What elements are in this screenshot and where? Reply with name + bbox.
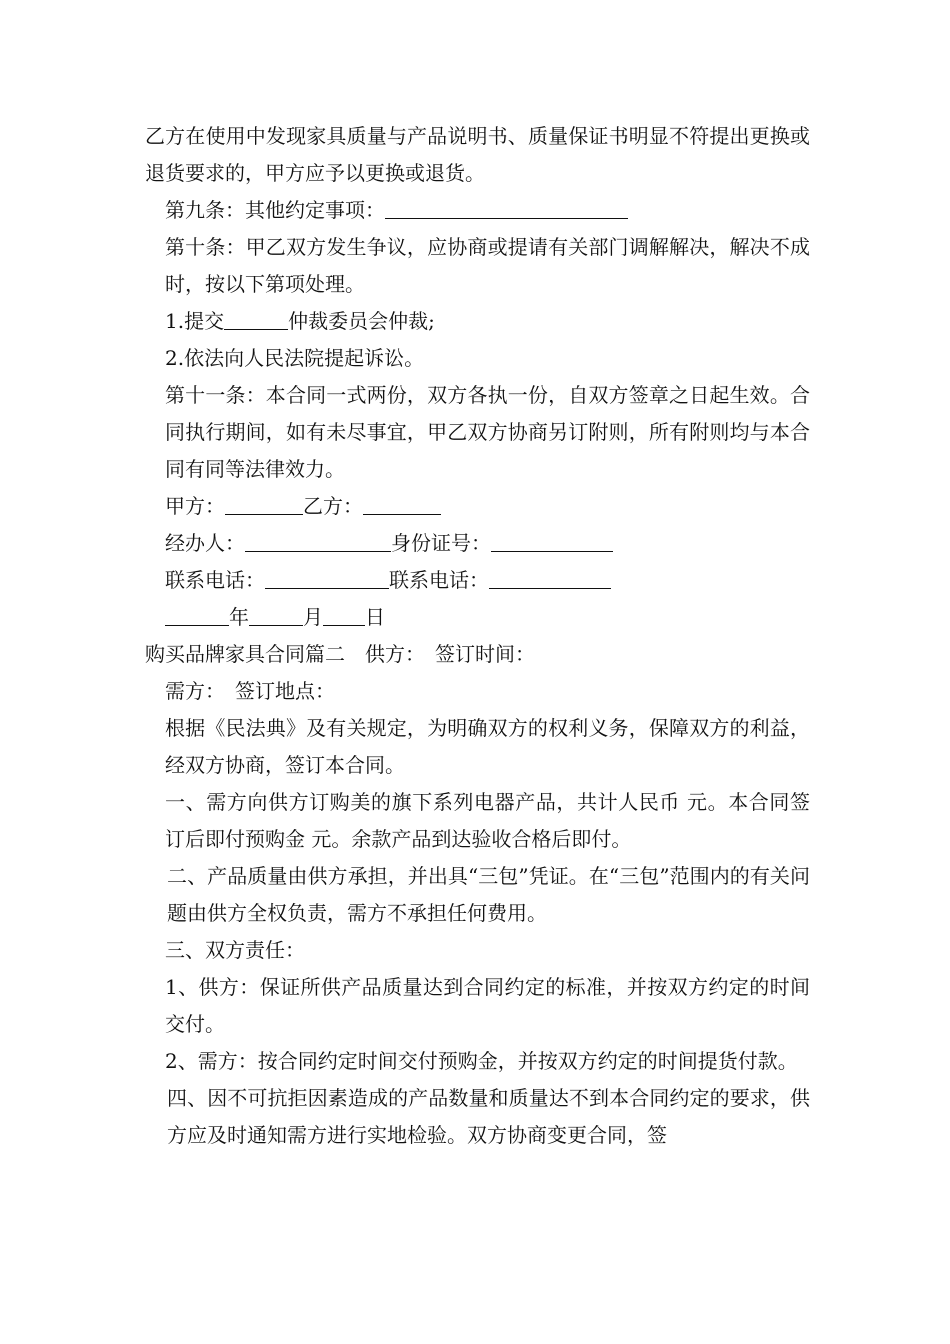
day-label: 日 [365, 605, 385, 629]
blank-day[interactable] [323, 603, 365, 626]
article-11: 第十一条：本合同一式两份，双方各执一份，自双方签章之日起生效。合同执行期间，如有未尽事宜，甲乙双方协商另订附则，所有附则均与本合同有同等法律效力。 [165, 383, 810, 481]
contract-2-title: 购买品牌家具合同篇二 供方： 签订时间： [145, 642, 535, 666]
blank-month[interactable] [249, 603, 303, 626]
article-9-text: 第九条：其他约定事项： [165, 198, 385, 222]
phone-line [145, 562, 810, 599]
blank-id-number[interactable] [491, 529, 613, 552]
year-label: 年 [229, 605, 249, 629]
id-number-label: 身份证号： [391, 531, 491, 555]
blank-party-a[interactable] [225, 492, 303, 515]
phone-label-1: 联系电话： [165, 568, 265, 592]
dispute-option-1-pre: 1.提交 [165, 309, 225, 333]
month-label: 月 [303, 605, 323, 629]
section-3-1: 1、供方：保证所供产品质量达到合同约定的标准，并按双方约定的时间交付。 [165, 975, 810, 1036]
blank-other-matters[interactable] [385, 196, 628, 219]
section-2: 二、产品质量由供方承担，并出具“三包”凭证。在“三包”范围内的有关问题由供方全权负责，需方不承担任何费用。 [167, 864, 810, 925]
blank-year[interactable] [165, 603, 229, 626]
paragraph-quality-return: 乙方在使用中发现家具质量与产品说明书、质量保证书明显不符提出更换或退货要求的，甲方应予以更换或退货。 [145, 124, 810, 185]
section-1: 一、需方向供方订购美的旗下系列电器产品，共计人民币 元。本合同签订后即付预购金 元。余款产品到达验收合格后即付。 [165, 790, 810, 851]
section-3-2: 2、需方：按合同约定时间交付预购金，并按双方约定的时间提货付款。 [165, 1049, 798, 1073]
section-4: 四、因不可抗拒因素造成的产品数量和质量达不到本合同约定的要求，供方应及时通知需方进行实地检验。双方协商变更合同，签 [167, 1086, 810, 1147]
party-b-label: 乙方： [303, 494, 363, 518]
blank-party-b[interactable] [363, 492, 441, 515]
agent-label: 经办人： [165, 531, 245, 555]
dispute-option-1-post: 仲裁委员会仲裁; [288, 309, 435, 333]
article-10: 第十条：甲乙双方发生争议，应协商或提请有关部门调解解决，解决不成时，按以下第项处理。 [165, 235, 810, 296]
blank-agent[interactable] [245, 529, 391, 552]
section-3: 三、双方责任： [165, 938, 305, 962]
party-line [145, 488, 810, 525]
article-9 [145, 192, 810, 229]
blank-arbitration-committee[interactable] [224, 307, 288, 330]
buyer-line: 需方： 签订地点： [165, 679, 335, 703]
preamble: 根据《民法典》及有关规定，为明确双方的权利义务，保障双方的利益，经双方协商，签订本合同。 [165, 716, 810, 777]
party-a-label: 甲方： [165, 494, 225, 518]
blank-phone-1[interactable] [265, 566, 389, 589]
date-line [145, 599, 810, 636]
document-body [145, 118, 810, 1154]
agent-line [145, 525, 810, 562]
phone-label-2: 联系电话： [389, 568, 489, 592]
dispute-option-2: 2.依法向人民法院提起诉讼。 [165, 346, 425, 370]
dispute-option-1 [145, 303, 810, 340]
blank-phone-2[interactable] [489, 566, 611, 589]
